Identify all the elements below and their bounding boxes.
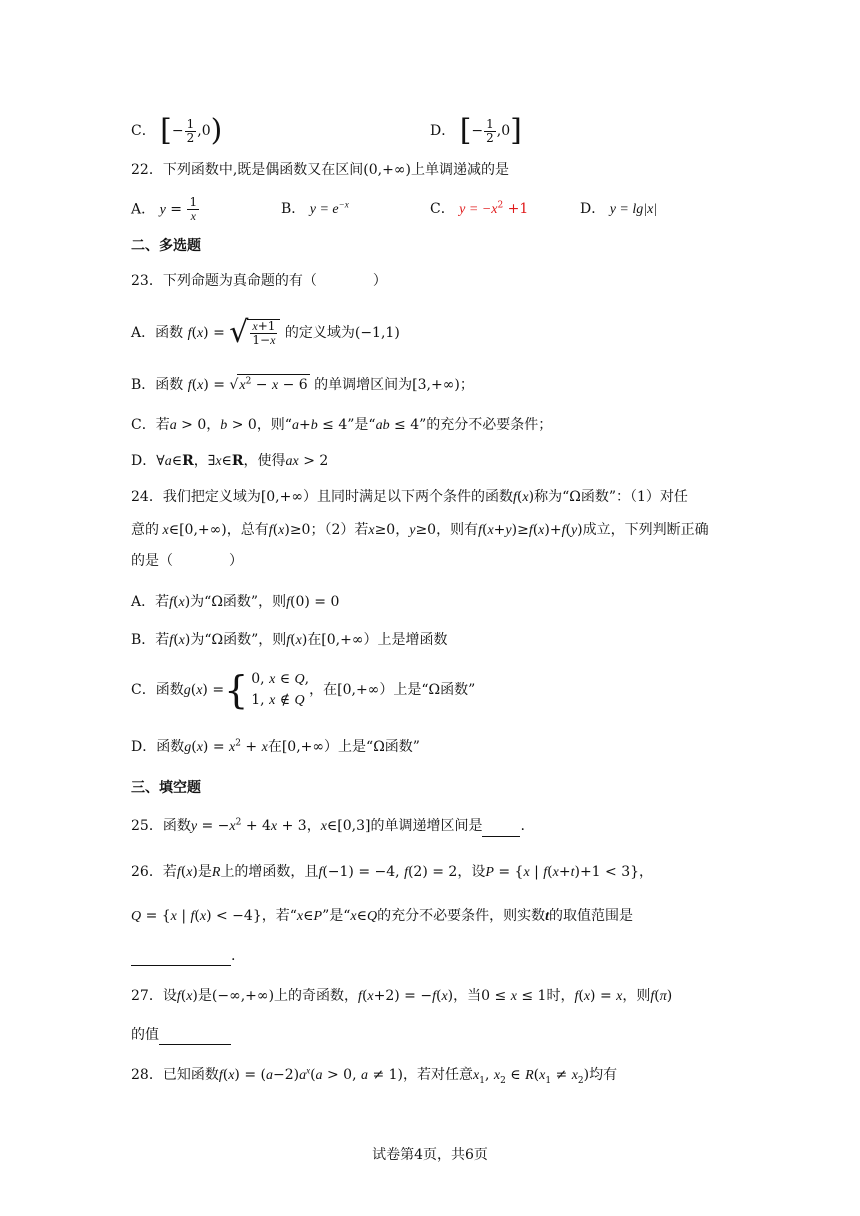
q23-option-d: D．∀a∈R，∃x∈R，使得ax > 2 (131, 453, 329, 469)
q24-stem-line2: 意的 x∈[0,+∞)，总有f(x)≥0；（2）若x≥0，y≥0，则有f(x+y)≥f(x)+f(y)成立，下列判断正确 (131, 522, 709, 538)
q28: 28．已知函数$f(x) = (a-2)a^x(a > 0$, a ≠ 1)，若对任意$x_1$, $x_2$ ∈ $R(x_1 \ne x_2)$均有 (131, 1065, 618, 1086)
q26-line1: 26．若f(x)是R上的增函数，且f(−1) = −4, f(2) = 2，设P = {x | f(x+t)+1 < 3}， (131, 864, 654, 880)
q23-stem: 23．下列命题为真命题的有（ ） (131, 273, 387, 289)
q24-stem-line1: 24．我们把定义域为[0,+∞）且同时满足以下两个条件的函数f(x)称为“Ω函数”：（1）对任 (131, 489, 688, 505)
section-multiple-choice-heading: 二、多选题 (131, 238, 201, 254)
q24-option-a: A．若f(x)为“Ω函数”，则f(0) = 0 (131, 594, 340, 610)
page-footer: 试卷第4页，共6页 (372, 1147, 488, 1163)
q23-option-b: B．函数 $f(x) = √x^2 - x - 6$ 的单调增区间为[3,+∞)； (131, 374, 474, 396)
q27-line1: 27．设f(x)是(−∞,+∞)上的奇函数，f(x+2) = −f(x)，当0 ≤ x ≤ 1时，f(x) = x，则f(π) (131, 988, 673, 1004)
q24-option-b: B．若f(x)为“Ω函数”，则f(x)在[0,+∞）上是增函数 (131, 632, 448, 648)
q24-option-d: D．函数$g(x) = x^2 + x$在[0,+∞）上是“Ω函数” (131, 738, 420, 755)
q24-stem-line3: 的是（ ） (131, 553, 243, 569)
q26-line2: Q = {x | f(x) < −4}，若“x∈P”是“x∈Q的充分不必要条件，则实数t的取值范围是 (131, 908, 633, 924)
q22-option-b: B． $y = e^{-x}$ (281, 199, 349, 217)
q21-option-c: C． [− $\frac{1}{2}$ ,0) (131, 113, 223, 148)
q25: 25．函数$y = -x^2 + 4x + 3$，x∈[0,3]的单调递增区间是 . (131, 816, 525, 837)
q22-option-a: A． y = $\frac{1}{x}$ (131, 195, 198, 223)
q24-option-c: C．函数g(x) ={ 0, x ∈ Q, 1, x ∉ Q，在[0,+∞）上是“Ω函数” (131, 668, 476, 712)
q23-option-a: A．函数 f(x) = √ $\frac{x+1}{1-x}$ 的定义域为(−1,1) (131, 315, 400, 350)
q22-option-d: D． y = lg|x| (580, 201, 658, 217)
q22-stem: 22．下列函数中,既是偶函数又在区间(0,+∞)上单调递减的是 (131, 162, 509, 178)
section-fill-in-heading: 三、填空题 (131, 780, 201, 796)
q27-line2: 的值 (131, 1025, 231, 1045)
q22-option-c: C． $y = -x^2 +1$ (430, 200, 529, 217)
q21-option-d: D． [− $\frac{1}{2}$ ,0] (430, 113, 522, 148)
q23-option-c: C．若a > 0，b > 0，则“a+b ≤ 4”是“ab ≤ 4”的充分不必要条件； (131, 417, 553, 433)
q26-line3: . (131, 946, 235, 966)
